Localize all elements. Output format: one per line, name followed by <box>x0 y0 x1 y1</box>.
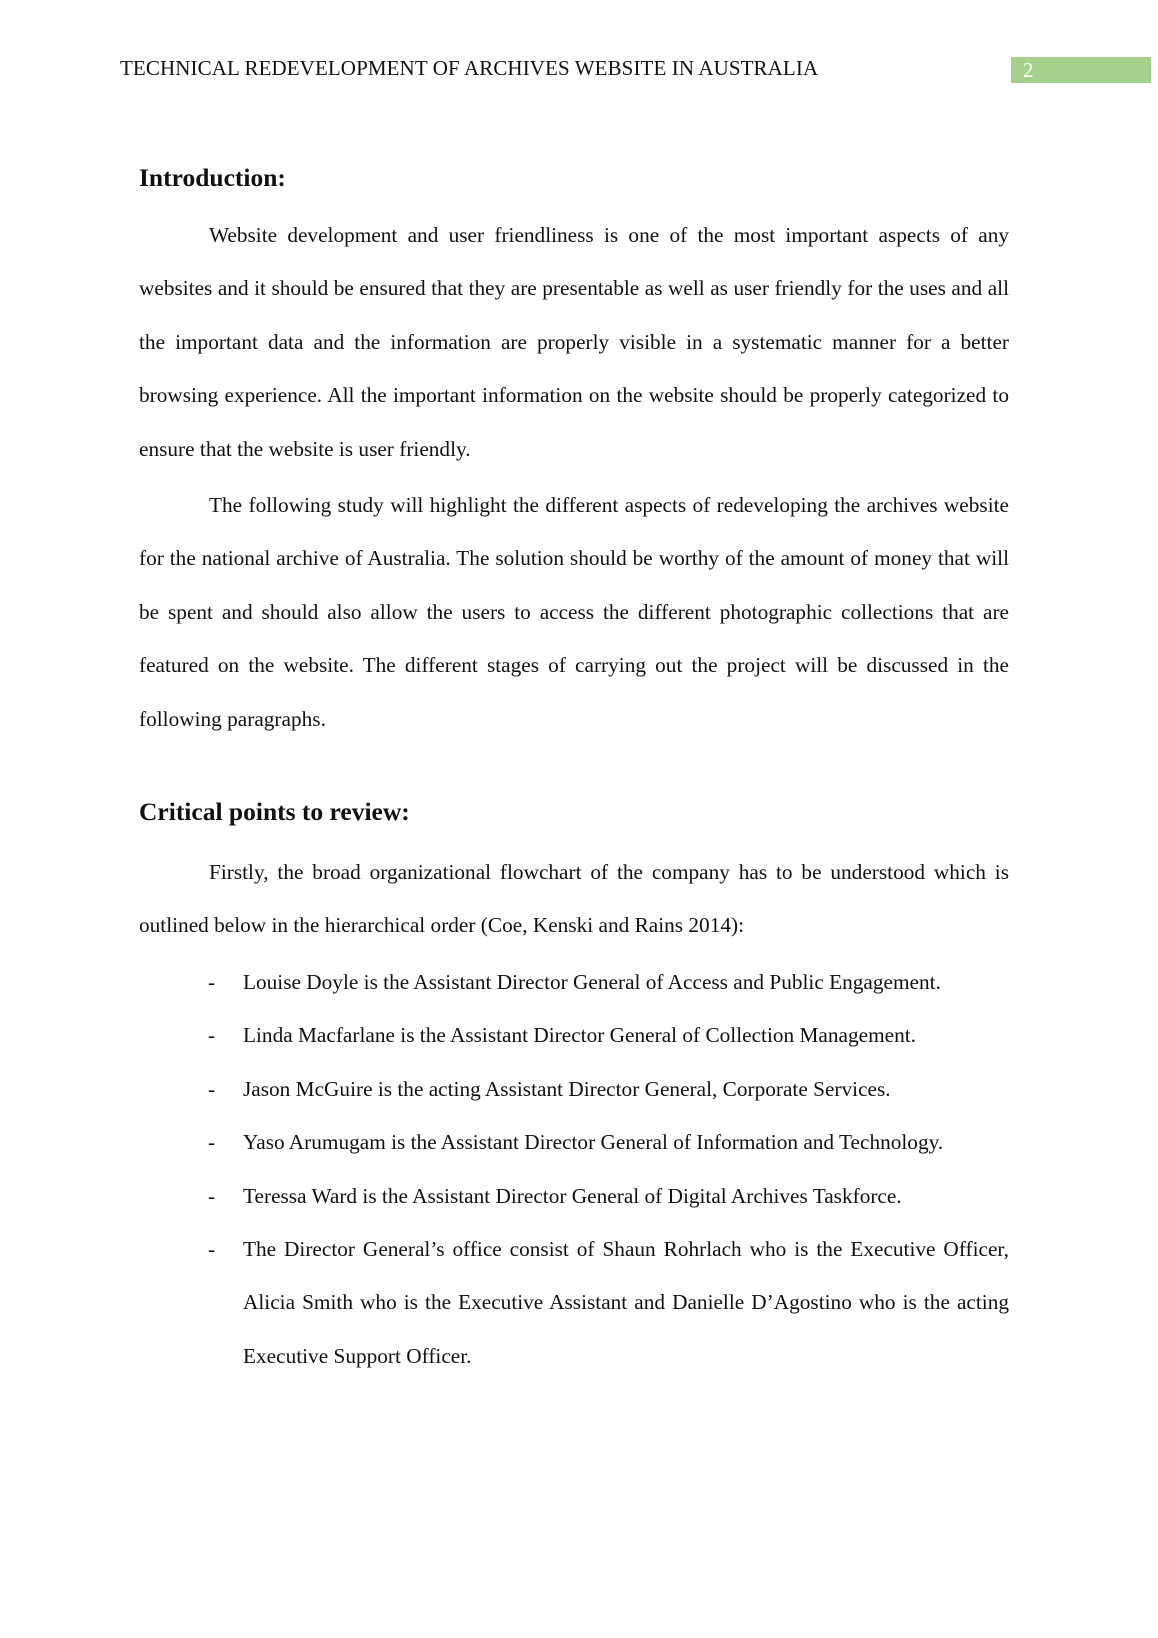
bullet-dash: - <box>208 969 216 994</box>
bullet-dash: - <box>208 1023 216 1048</box>
intro-paragraph-1: Website development and user friendliness is one of the most important aspects of any websites and it should be ensured that they are presentable as well as user friendly for the uses and all the important data and the information are properly visible in a systematic manner for a better browsing experience. All the important information on the website should be properly categorized to ensure that the website is user friendly. <box>139 223 1009 461</box>
bullet-dash: - <box>208 1236 216 1261</box>
critical-paragraph: Firstly, the broad organizational flowchart of the company has to be understood which is outlined below in the hierarchical order (Coe, Kenski and Rains 2014): <box>139 860 1009 938</box>
page-number-box <box>1011 57 1151 83</box>
introduction-heading: Introduction: <box>139 163 286 192</box>
list-item <box>139 1116 1009 1169</box>
list-item <box>139 1063 1009 1116</box>
list-item-text: Louise Doyle is the Assistant Director General of Access and Public Engagement. <box>243 969 941 994</box>
running-head: TECHNICAL REDEVELOPMENT OF ARCHIVES WEBSITE IN AUSTRALIA <box>120 56 819 80</box>
list-item-text: Linda Macfarlane is the Assistant Director General of Collection Management. <box>243 1023 916 1048</box>
list-item-text: Teressa Ward is the Assistant Director General of Digital Archives Taskforce. <box>243 1183 902 1208</box>
page-number: 2 <box>1023 58 1034 82</box>
document-body <box>139 155 1009 1383</box>
list-item <box>139 1170 1009 1223</box>
list-item <box>139 956 1009 1009</box>
bullet-dash: - <box>208 1076 216 1101</box>
bullet-dash: - <box>208 1183 216 1208</box>
list-item <box>139 1009 1009 1062</box>
list-item-text: The Director General’s office consist of Shaun Rohrlach who is the Executive Officer, Alicia Smith who is the Executive Assistant and Danielle D’Agostino who is the acting Executive Support Officer. <box>243 1236 1009 1368</box>
list-item <box>139 1223 1009 1383</box>
list-item-text: Jason McGuire is the acting Assistant Director General, Corporate Services. <box>243 1076 891 1101</box>
list-item-text: Yaso Arumugam is the Assistant Director General of Information and Technology. <box>243 1130 944 1155</box>
critical-points-heading: Critical points to review: <box>139 797 410 827</box>
intro-paragraph-2: The following study will highlight the different aspects of redeveloping the archives website for the national archive of Australia. The solution should be worthy of the amount of money that will be spent and should also allow the users to access the different photographic collections that are featured on the website. The different stages of carrying out the project will be discussed in the following paragraphs. <box>139 493 1009 731</box>
org-hierarchy-list <box>139 956 1009 1383</box>
bullet-dash: - <box>208 1130 216 1155</box>
